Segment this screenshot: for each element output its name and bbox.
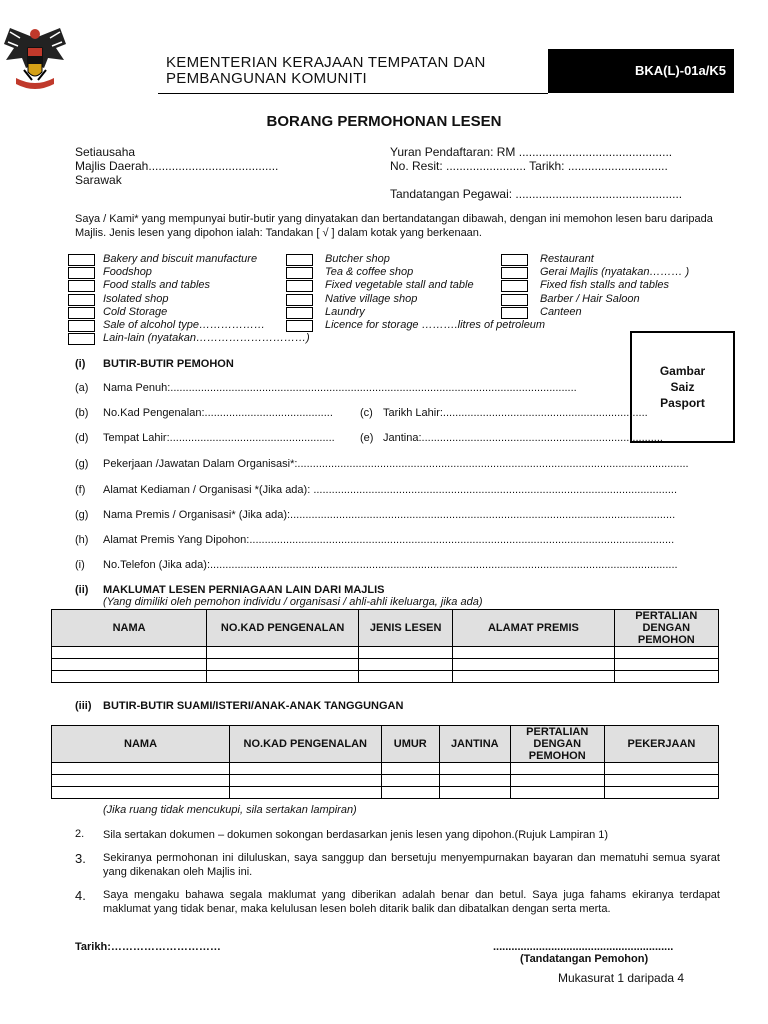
table-cell[interactable]	[207, 659, 359, 671]
header-divider	[158, 93, 548, 94]
table-cell[interactable]	[52, 659, 207, 671]
table-cell[interactable]	[52, 647, 207, 659]
page-number: Mukasurat 1 daripada 4	[558, 971, 685, 985]
section3-note: (Jika ruang tidak mencukupi, sila sertakan lampiran)	[103, 804, 357, 816]
license-checkbox-1-6[interactable]	[68, 320, 95, 332]
table-cell[interactable]	[604, 775, 718, 787]
note-num-2: 3.	[75, 851, 86, 866]
table-row	[52, 787, 719, 799]
license-checkbox-1-2[interactable]	[68, 267, 95, 279]
applicant-field-2[interactable]: No.Kad Pengenalan:..........................................	[103, 407, 333, 419]
applicant-field-1[interactable]: Nama Penuh:.....................................................................................................................................	[103, 382, 577, 394]
t2-header-5: PERTALIAN DENGAN PEMOHON	[614, 610, 718, 647]
section2-subtitle: (Yang dimiliki oleh pemohon individu / organisasi / ahli-ahli ikeluarga, jika ada)	[103, 596, 483, 608]
license-label-3-5: Canteen	[540, 305, 582, 318]
t3-header-1: NAMA	[52, 726, 230, 763]
table-row	[52, 659, 719, 671]
applicant-field-8[interactable]: No.Telefon (Jika ada):.........................................................................................................................................................	[103, 559, 678, 571]
license-checkbox-3-2[interactable]	[501, 267, 528, 279]
table-cell[interactable]	[440, 775, 511, 787]
table-cell[interactable]	[381, 775, 439, 787]
license-checkbox-2-1[interactable]	[286, 254, 313, 266]
license-checkbox-3-3[interactable]	[501, 280, 528, 292]
section2-title: MAKLUMAT LESEN PERNIAGAAN LAIN DARI MAJLIS	[103, 584, 385, 596]
applicant-field-7[interactable]: Alamat Premis Yang Dipohon:...........................................................................................................................................	[103, 534, 675, 546]
table-cell[interactable]	[381, 763, 439, 775]
license-checkbox-1-1[interactable]	[68, 254, 95, 266]
address-line2: Majlis Daerah.......................................	[75, 159, 279, 173]
other-licenses-table	[51, 609, 719, 683]
note-text-3: Saya mengaku bahawa segala maklumat yang diberikan adalah benar dan betul. Saya juga fahams ekiranya terdapat maklumat yang tidak benar, maka kelulusan lesen boleh ditarik balik dan dibatalkan dengan serta merta.	[103, 889, 720, 915]
license-label-3-3: Fixed fish stalls and tables	[540, 279, 670, 292]
table-cell[interactable]	[52, 775, 230, 787]
table-cell[interactable]	[52, 671, 207, 683]
section3-title: BUTIR-BUTIR SUAMI/ISTERI/ANAK-ANAK TANGGUNGAN	[103, 700, 404, 712]
applicant-field2-2[interactable]: Tarikh Lahir:...................................................................	[383, 407, 648, 419]
note-text-2: Sekiranya permohonan ini diluluskan, saya sanggup dan bersetuju menyempurnakan bayaran dan mematuhi semua syarat yang dikenakan oleh Majlis ini.	[103, 852, 720, 878]
table-cell[interactable]	[207, 647, 359, 659]
table-cell[interactable]	[453, 671, 614, 683]
table-cell[interactable]	[230, 787, 381, 799]
intro-paragraph: Saya / Kami* yang mempunyai butir-butir yang dinyatakan dan bertandatangan dibawah, dengan ini memohon lesen baru daripada Majlis. Jenis lesen yang dipohon ialah: Tandakan [ √ ] dalam kotak yang berkenaan.	[75, 213, 713, 239]
table-cell[interactable]	[207, 671, 359, 683]
fee-field[interactable]: Yuran Pendaftaran: RM ..............................................	[390, 145, 673, 159]
license-checkbox-1-3[interactable]	[68, 280, 95, 292]
applicant-field-3[interactable]: Tempat Lahir:......................................................	[103, 432, 335, 444]
license-label-3-2: Gerai Majlis (nyatakan……… )	[540, 266, 690, 279]
section1-title: BUTIR-BUTIR PEMOHON	[103, 358, 234, 370]
license-label-2-1: Butcher shop	[325, 253, 390, 265]
table-cell[interactable]	[359, 671, 453, 683]
applicant-field2-3[interactable]: Jantina:...............................................................................	[383, 432, 663, 444]
field-num-1: (a)	[75, 382, 89, 394]
t3-header-4: JANTINA	[440, 726, 511, 763]
table-row	[52, 671, 719, 683]
applicant-field-4[interactable]: Pekerjaan /Jawatan Dalam Organisasi*:................................................................................................................................	[103, 458, 689, 470]
field-num-7: (h)	[75, 534, 89, 546]
field-num-3: (d)	[75, 432, 89, 444]
note-num-3: 4.	[75, 888, 86, 903]
table-cell[interactable]	[440, 787, 511, 799]
section1-num: (i)	[75, 358, 86, 370]
applicant-field-6[interactable]: Nama Premis / Organisasi* (Jika ada):..............................................................................................................................	[103, 509, 676, 521]
signature-line[interactable]: ...........................................................	[493, 941, 674, 953]
note-text-1: Sila sertakan dokumen – dokumen sokongan berdasarkan jenis lesen yang dipohon.(Rujuk Lampiran 1)	[103, 829, 609, 841]
license-checkbox-2-6[interactable]	[286, 320, 313, 332]
license-label-1-4: Isolated shop	[103, 292, 169, 305]
license-label-1-1: Bakery and biscuit manufacture	[103, 253, 258, 265]
license-label-2-5: Laundry	[325, 305, 365, 318]
note-num-1: 2.	[75, 828, 85, 840]
address-line1: Setiausaha	[75, 145, 136, 159]
license-label-1-3: Food stalls and tables	[103, 279, 211, 292]
t3-header-3: UMUR	[381, 726, 439, 763]
field-num2-2: (c)	[360, 407, 373, 419]
table-cell[interactable]	[604, 787, 718, 799]
table-row	[52, 647, 719, 659]
license-label-1-7: Lain-lain (nyatakan…………………………)	[103, 332, 310, 345]
table-row	[52, 763, 719, 775]
t2-header-4: ALAMAT PREMIS	[453, 610, 614, 647]
ministry-title	[166, 55, 486, 87]
license-checkbox-2-3[interactable]	[286, 280, 313, 292]
license-label-3-1: Restaurant	[540, 253, 594, 265]
field-num-8: (i)	[75, 559, 85, 571]
t3-header-5: PERTALIAN DENGAN PEMOHON	[510, 726, 604, 763]
signature-label: (Tandatangan Pemohon)	[520, 953, 649, 965]
t3-header-6: PEKERJAAN	[604, 726, 718, 763]
ministry-title-line1: KEMENTERIAN KERAJAAN TEMPATAN DAN	[166, 54, 486, 71]
table-cell[interactable]	[52, 787, 230, 799]
table-cell[interactable]	[614, 647, 718, 659]
field-num-5: (f)	[75, 484, 86, 496]
table-cell[interactable]	[510, 787, 604, 799]
t2-header-3: JENIS LESEN	[359, 610, 453, 647]
passport-photo-box	[630, 331, 735, 443]
table-cell[interactable]	[381, 787, 439, 799]
applicant-field-5[interactable]: Alamat Kediaman / Organisasi *(Jika ada): .......................................................................................................................	[103, 484, 677, 496]
table-cell[interactable]	[614, 671, 718, 683]
date-field[interactable]: Tarikh:…………………………	[75, 941, 221, 953]
table-cell[interactable]	[52, 763, 230, 775]
license-checkbox-3-1[interactable]	[501, 254, 528, 266]
table-cell[interactable]	[510, 763, 604, 775]
license-checkbox-1-4[interactable]	[68, 294, 95, 306]
field-num-4: (g)	[75, 458, 89, 470]
address-line3: Sarawak	[75, 173, 122, 187]
sarawak-coat-of-arms-logo	[2, 24, 68, 96]
table-cell[interactable]	[453, 659, 614, 671]
license-checkbox-2-2[interactable]	[286, 267, 313, 279]
license-label-2-2: Tea & coffee shop	[325, 266, 414, 279]
ministry-title-line2: PEMBANGUNAN KOMUNITI	[166, 70, 368, 87]
table-cell[interactable]	[604, 763, 718, 775]
table-cell[interactable]	[440, 763, 511, 775]
address-block	[75, 145, 278, 187]
license-checkbox-1-7[interactable]	[68, 333, 95, 345]
table-row	[52, 775, 719, 787]
license-checkbox-1-5[interactable]	[68, 307, 95, 319]
license-label-3-4: Barber / Hair Saloon	[540, 292, 640, 305]
section2-num: (ii)	[75, 584, 89, 596]
table-cell[interactable]	[359, 647, 453, 659]
form-title: BORANG PERMOHONAN LESEN	[266, 113, 502, 130]
license-label-2-4: Native village shop	[325, 292, 418, 305]
officer-signature-field[interactable]: Tandatangan Pegawai: ..................................................	[390, 187, 683, 201]
section3-num: (iii)	[75, 700, 92, 712]
license-checkbox-3-5[interactable]	[501, 307, 528, 319]
t2-header-1: NAMA	[52, 610, 207, 647]
license-label-1-5: Cold Storage	[103, 305, 168, 318]
license-checkbox-3-4[interactable]	[501, 294, 528, 306]
license-checkbox-2-4[interactable]	[286, 294, 313, 306]
table-cell[interactable]	[510, 775, 604, 787]
t2-header-2: NO.KAD PENGENALAN	[207, 610, 359, 647]
table-cell[interactable]	[359, 659, 453, 671]
table-cell[interactable]	[453, 647, 614, 659]
passport-photo-label: Gambar Saiz Pasport	[659, 364, 706, 410]
field-num-2: (b)	[75, 407, 89, 419]
license-label-2-3: Fixed vegetable stall and table	[325, 279, 474, 292]
license-label-1-2: Foodshop	[103, 266, 152, 279]
field-num2-3: (e)	[360, 432, 374, 444]
form-code-badge: BKA(L)-01a/K5	[548, 49, 734, 93]
table-cell[interactable]	[230, 775, 381, 787]
table-cell[interactable]	[230, 763, 381, 775]
license-label-1-6: Sale of alcohol type………………	[103, 319, 266, 331]
license-label-2-6: Licence for storage ……….litres of petroleum	[325, 319, 546, 331]
t3-header-2: NO.KAD PENGENALAN	[230, 726, 381, 763]
table-cell[interactable]	[614, 659, 718, 671]
field-num-6: (g)	[75, 509, 89, 521]
receipt-field[interactable]: No. Resit: ........................ Tarikh: ..............................	[390, 159, 668, 173]
license-checkbox-2-5[interactable]	[286, 307, 313, 319]
dependents-table	[51, 725, 719, 799]
